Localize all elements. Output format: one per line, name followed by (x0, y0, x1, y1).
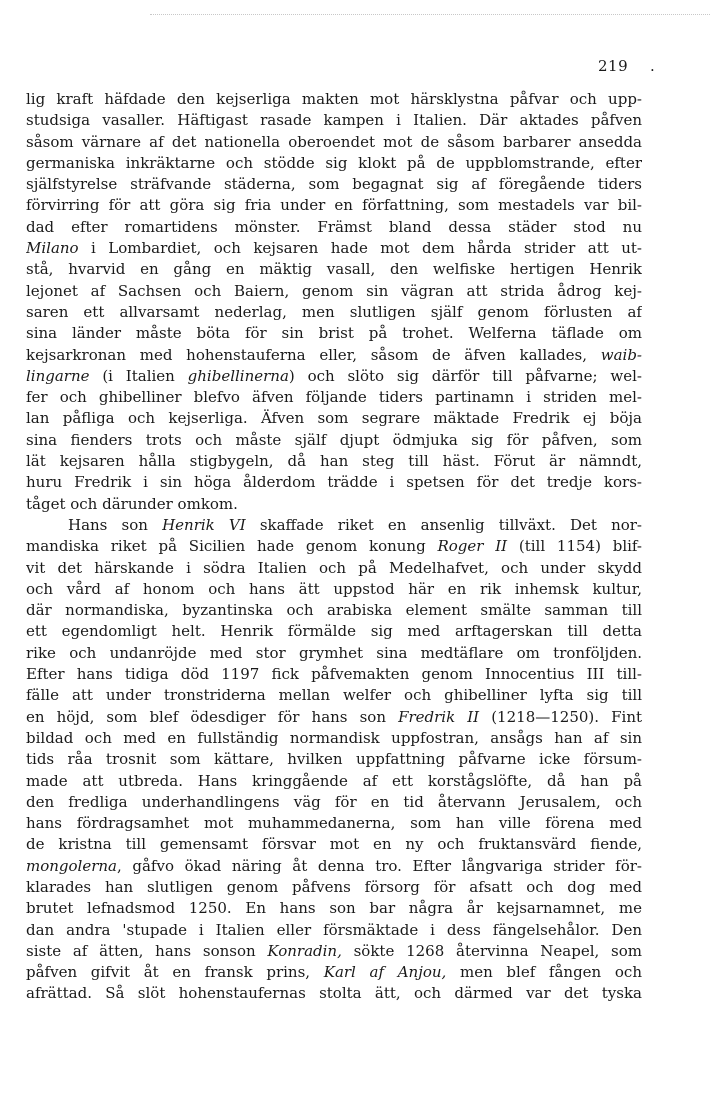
text-line (26, 345, 642, 366)
italic-term: Henrik VI (162, 515, 246, 534)
italic-term: ghibellinerna (187, 366, 289, 385)
text-segment: ) och slöto sig därför till påfvarne; wel- (288, 366, 642, 385)
text-segment: i Lombardiet, och kejsaren hade mot dem hårda strider att ut- (78, 239, 642, 258)
text-line (26, 664, 642, 685)
text-segment: germaniska inkräktarne och stödde sig klokt på de uppblomstrande, efter (26, 153, 642, 172)
text-segment: (till 1154) blif- (507, 537, 642, 556)
text-segment: afrättad. Så slöt hohenstaufernas stolta ätt, och därmed var det tyska (26, 984, 642, 1003)
text-line (26, 920, 642, 941)
text-segment: tids råa trosnit som kättare, hvilken uppfattning påfvarne icke försum- (26, 750, 642, 769)
text-line (26, 366, 642, 387)
text-segment: skaffade riket en ansenlig tillväxt. Det nor- (245, 515, 642, 534)
text-line (26, 707, 642, 728)
page-number-mark: . (650, 57, 655, 75)
italic-term: Karl af Anjou, (323, 963, 447, 982)
text-segment: den fredliga underhandlingens väg för en tid återvann Jerusalem, och (26, 792, 642, 811)
text-segment: klarades han slutligen genom påfvens försorg för afsatt och dog med (26, 877, 642, 896)
text-segment: rike och undanröjde med stor grymhet sina medtäflare om tronföljden. (26, 643, 642, 662)
text-line (26, 195, 642, 216)
body-text (26, 89, 642, 1005)
italic-term: lingarne (26, 366, 90, 385)
text-segment: (1218—1250). Fint (479, 707, 642, 726)
text-line (26, 643, 642, 664)
text-segment: och vård af honom och hans ätt uppstod här en rik inhemsk kultur, (26, 579, 642, 598)
text-segment: (i Italien (89, 366, 188, 385)
text-line (26, 89, 642, 110)
text-line (26, 110, 642, 131)
text-segment: förvirring för att göra sig fria under en författning, som mestadels var bil- (26, 196, 642, 215)
text-segment: lig kraft häfdade den kejserliga makten mot härsklystna påfvar och upp- (26, 90, 642, 108)
text-segment: studsiga vasaller. Häftigast rasade kampen i Italien. Där aktades påfven (26, 111, 642, 130)
italic-term: waib- (600, 345, 642, 364)
text-segment: de kristna till gemensamt försvar mot en ny och fruktansvärd fiende, (26, 835, 642, 854)
text-line (26, 153, 642, 174)
text-line (26, 621, 642, 642)
text-line (26, 685, 642, 706)
text-segment: Hans son (68, 515, 163, 534)
text-segment: sina fienders trots och måste själf djupt ödmjuka sig för påfven, som (26, 430, 642, 449)
text-line (26, 238, 642, 259)
text-line (26, 302, 642, 323)
italic-term: mongolerna (26, 856, 117, 875)
text-segment: made att utbreda. Hans kringgående af ett korstågslöfte, då han på (26, 771, 642, 790)
text-segment: hans fördragsamhet mot muhammedanerna, som han ville förena med (26, 814, 642, 833)
text-segment: Efter hans tidiga död 1197 fick påfvemakten genom Innocentius III till- (26, 665, 642, 684)
text-segment: lejonet af Sachsen och Baiern, genom sin vägran att strida ådrog kej- (26, 281, 642, 300)
text-line (26, 558, 642, 579)
text-line (26, 174, 642, 195)
text-segment: vit det härskande i södra Italien och på Medelhafvet, och under skydd (26, 558, 642, 577)
text-line (26, 771, 642, 792)
text-line (26, 834, 642, 855)
text-segment: stå, hvarvid en gång en mäktig vasall, den welfiske hertigen Henrik (26, 260, 642, 279)
text-line (26, 472, 642, 493)
italic-term: Milano (26, 239, 79, 258)
italic-term: Konradin, (267, 941, 342, 960)
text-line (26, 259, 642, 280)
text-segment: själfstyrelse sträfvande städerna, som begagnat sig af föregående tiders (26, 175, 642, 194)
text-segment: fälle att under tronstriderna mellan welfer och ghibelliner lyfta sig till (26, 686, 642, 705)
text-segment: tåget och därunder omkom. (26, 494, 238, 513)
text-line (26, 898, 642, 919)
text-segment: lan påfliga och kejserliga. Äfven som segrare mäktade Fredrik ej böja (26, 409, 642, 428)
text-line (26, 728, 642, 749)
text-segment: en höjd, som blef ödesdiger för hans son (26, 707, 399, 726)
text-segment: kejsarkronan med hohenstauferna eller, såsom de äfven kallades, (26, 345, 601, 364)
text-segment: , gåfvo ökad näring åt denna tro. Efter långvariga strider för- (117, 856, 642, 875)
text-segment: mandiska riket på Sicilien hade genom konung (26, 537, 438, 556)
text-segment: men blef fången och (446, 963, 642, 982)
text-line (26, 749, 642, 770)
text-segment: brutet lefnadsmod 1250. En hans son bar några år kejsarnamnet, me (26, 899, 642, 918)
text-segment: ett egendomligt helt. Henrik förmälde sig med arftagerskan till detta (26, 622, 642, 641)
text-segment: sökte 1268 återvinna Neapel, som (341, 941, 642, 960)
text-segment: sina länder måste böta för sin brist på trohet. Welferna täflade om (26, 324, 642, 343)
text-line (26, 792, 642, 813)
text-line (26, 387, 642, 408)
text-segment: där normandiska, byzantinska och arabiska element smälte samman till (26, 601, 642, 620)
text-segment: dad efter romartidens mönster. Främst bland dessa städer stod nu (26, 217, 642, 236)
text-line (26, 941, 642, 962)
text-line (26, 856, 642, 877)
text-segment: såsom värnare af det nationella oberoendet mot de såsom barbarer ansedda (26, 132, 642, 151)
text-line (26, 430, 642, 451)
text-line (26, 323, 642, 344)
text-segment: saren ett allvarsamt nederlag, men slutligen själf genom förlusten af (26, 302, 642, 321)
text-segment: påfven gifvit åt en fransk prins, (26, 963, 324, 982)
text-segment: lät kejsaren hålla stigbygeln, då han steg till häst. Förut är nämndt, (26, 452, 642, 471)
text-segment: fer och ghibelliner blefvo äfven följande tiders partinamn i striden mel- (26, 388, 642, 407)
italic-term: Fredrik II (398, 707, 480, 726)
text-segment: huru Fredrik i sin höga ålderdom trädde i spetsen för det tredje kors- (26, 473, 642, 492)
text-segment: dan andra 'stupade i Italien eller försmäktade i dess fängelsehålor. Den (26, 920, 642, 939)
text-line (26, 983, 642, 1004)
text-line (26, 132, 642, 153)
text-line (26, 962, 642, 983)
text-segment: bildad och med en fullständig normandisk uppfostran, ansågs han af sin (26, 728, 642, 747)
text-segment: siste af ätten, hans sonson (26, 941, 268, 960)
text-line (26, 813, 642, 834)
text-line (26, 536, 642, 557)
page-number: 219 (598, 57, 629, 75)
text-line (26, 515, 642, 536)
text-line (26, 877, 642, 898)
text-line (26, 408, 642, 429)
text-line (26, 600, 642, 621)
text-line (26, 281, 642, 302)
italic-term: Roger II (437, 537, 508, 556)
text-line (26, 451, 642, 472)
text-line (26, 217, 642, 238)
top-edge-rule (150, 14, 710, 15)
text-line (26, 494, 642, 515)
text-line (26, 579, 642, 600)
